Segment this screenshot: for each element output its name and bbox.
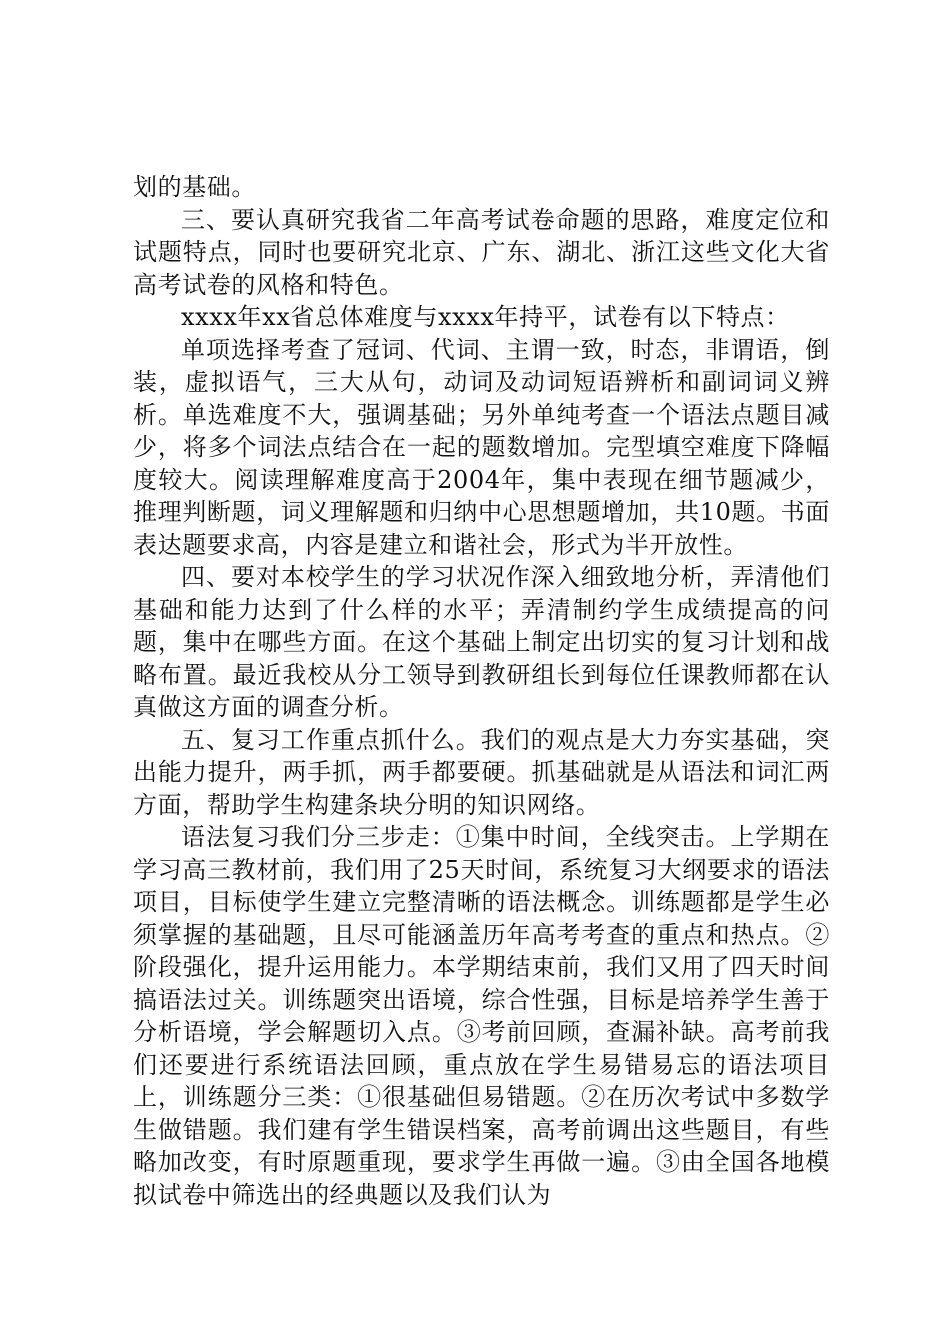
paragraph-continuation: 划的基础。 — [133, 173, 256, 201]
paragraph-section-three: 三、要认真研究我省二年高考试卷命题的思路，难度定位和试题特点，同时也要研究北京、广东、湖北、浙江这些文化大省高考试卷的风格和特色。 — [133, 205, 830, 299]
paragraph-section-five: 五、复习工作重点抓什么。我们的观点是大力夯实基础，突出能力提升，两手抓，两手都要硬。抓基础就是从语法和词汇两方面，帮助学生构建条块分明的知识网络。 — [133, 725, 830, 819]
paragraph-question-types: 单项选择考查了冠词、代词、主谓一致，时态，非谓语，倒装，虚拟语气，三大从句，动词及动词短语辨析和副词词义辨析。单选难度不大，强调基础；另外单纯考查一个语法点题目减少，将多个词法点结合在一起的题数增加。完型填空难度下降幅度较大。阅读理解难度高于2004年，集中表现在细节题减少，推理判断题，词义理解题和归纳中心思想题增加，共10题。书面表达题要求高，内容是建立和谐社会，形式为半开放性。 — [133, 335, 830, 559]
paragraph-exam-difficulty: xxxx年xx省总体难度与xxxx年持平，试卷有以下特点： — [181, 303, 790, 331]
document-body — [133, 171, 830, 1211]
paragraph-grammar-review: 语法复习我们分三步走：①集中时间，全线突击。上学期在学习高三教材前，我们用了25天时间，系统复习大纲要求的语法项目，目标使学生建立完整清晰的语法概念。训练题都是学生必须掌握的基础题，且尽可能涵盖历年高考考查的重点和热点。②阶段强化，提升运用能力。本学期结束前，我们又用了四天时间搞语法过关。训练题突出语境，综合性强，目标是培养学生善于分析语境，学会解题切入点。③考前回顾，查漏补缺。高考前我们还要进行系统语法回顾，重点放在学生易错易忘的语法项目上，训练题分三类：①很基础但易错题。②在历次考试中多数学生做错题。我们建有学生错误档案，高考前调出这些题目，有些略加改变，有时原题重现，要求学生再做一遍。③由全国各地模拟试卷中筛选出的经典题以及我们认为 — [133, 823, 830, 1209]
paragraph-section-four: 四、要对本校学生的学习状况作深入细致地分析，弄清他们基础和能力达到了什么样的水平；弄清制约学生成绩提高的问题，集中在哪些方面。在这个基础上制定出切实的复习计划和战略布置。最近我校从分工领导到教研组长到每位任课教师都在认真做这方面的调查分析。 — [133, 563, 830, 721]
